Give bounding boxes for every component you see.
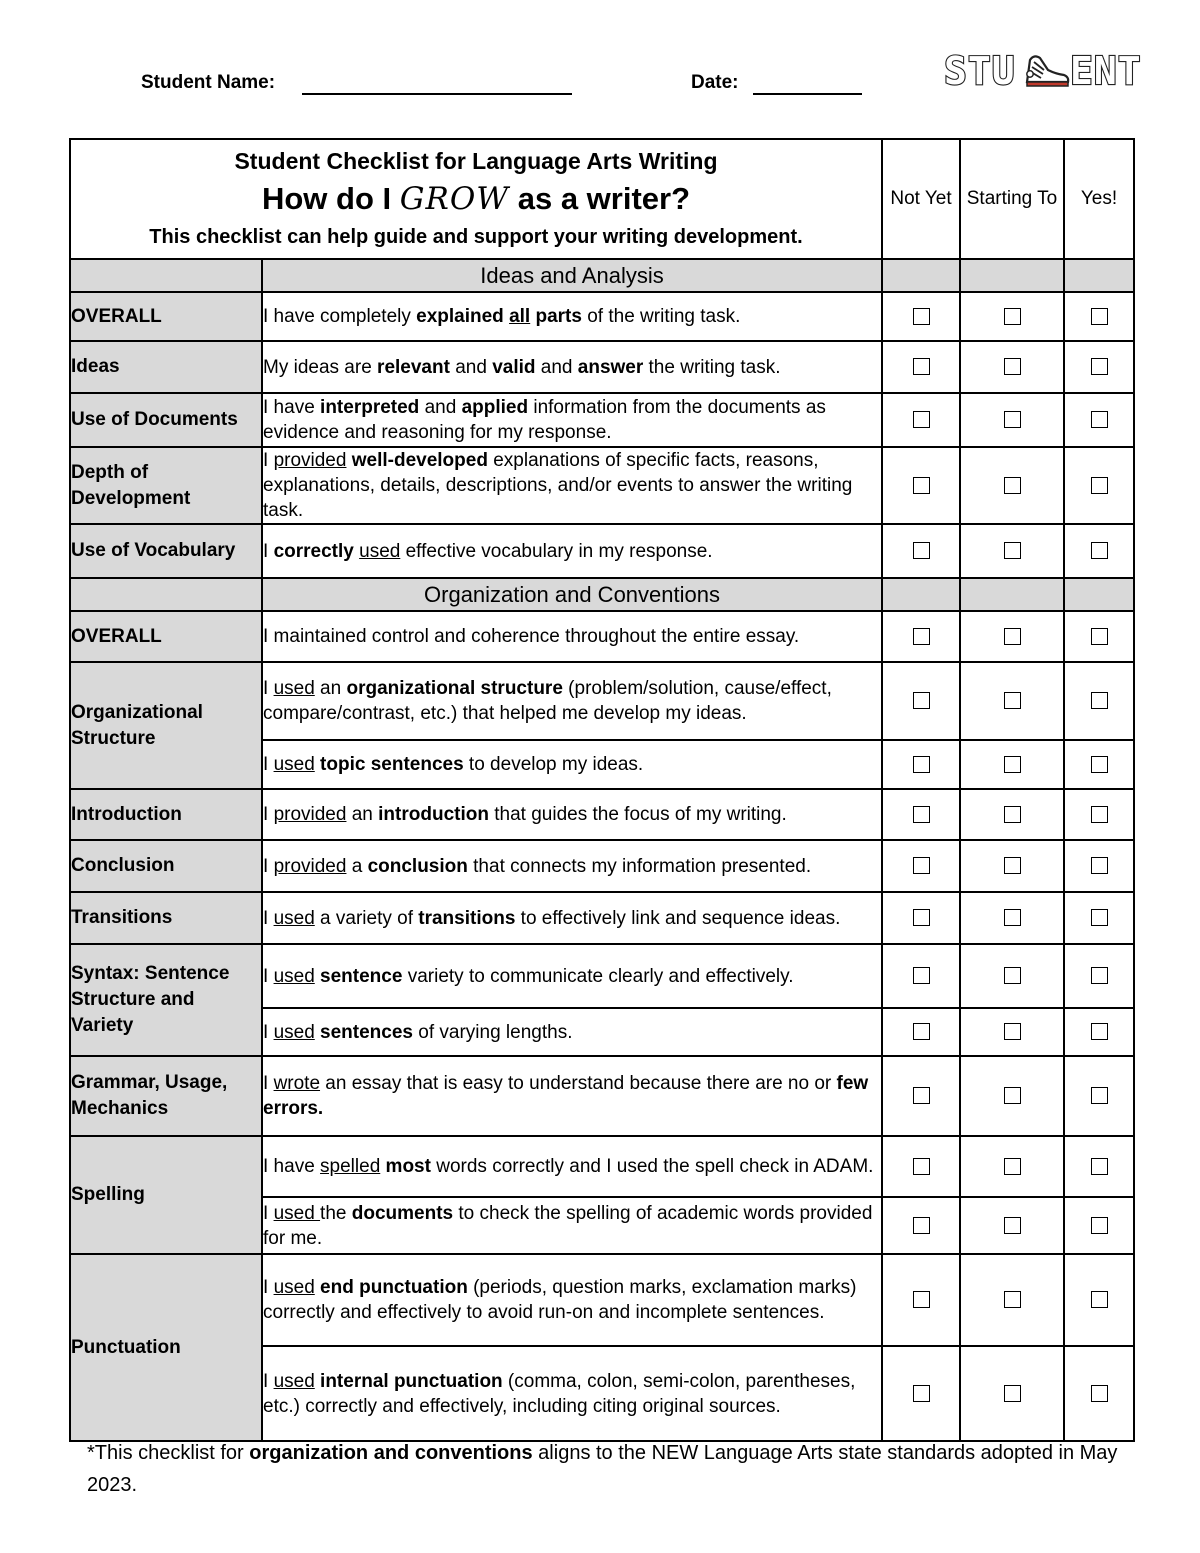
- criterion-label: Introduction: [70, 789, 262, 840]
- yes-cell: [1064, 892, 1134, 944]
- starting-to-checkbox[interactable]: [1004, 358, 1021, 375]
- starting-to-cell: [960, 1346, 1064, 1441]
- not-yet-checkbox[interactable]: [913, 1385, 930, 1402]
- criterion-label: Use of Vocabulary: [70, 524, 262, 578]
- starting-to-cell: [960, 1008, 1064, 1056]
- text-run: applied: [461, 397, 529, 418]
- headline-end: as a writer?: [509, 181, 691, 216]
- checklist-row: [70, 1254, 1134, 1346]
- not-yet-cell: [882, 840, 960, 892]
- section-title: Ideas and Analysis: [262, 259, 882, 292]
- writing-checklist-table: [69, 138, 1135, 1442]
- text-run: I have: [263, 397, 321, 418]
- yes-checkbox[interactable]: [1091, 628, 1108, 645]
- checklist-title: Student Checklist for Language Arts Writing: [234, 148, 718, 174]
- headline-start: How do I: [261, 181, 400, 216]
- not-yet-cell: [882, 292, 960, 341]
- criterion-label: Use of Documents: [70, 393, 262, 447]
- text-run: to effectively link and sequence ideas.: [515, 907, 841, 929]
- text-run: well-developed: [351, 450, 488, 471]
- not-yet-checkbox[interactable]: [913, 1023, 930, 1040]
- yes-cell: [1064, 944, 1134, 1008]
- starting-to-checkbox[interactable]: [1004, 857, 1021, 874]
- text-run: My ideas are: [263, 356, 378, 378]
- yes-cell: [1064, 1197, 1134, 1254]
- not-yet-checkbox[interactable]: [913, 358, 930, 375]
- criterion-description: [262, 840, 882, 892]
- section-blank-cell: [70, 259, 262, 292]
- criterion-description: [262, 393, 882, 447]
- starting-to-cell: [960, 524, 1064, 578]
- logo-text-left: STU: [944, 49, 1016, 92]
- not-yet-checkbox[interactable]: [913, 692, 930, 709]
- yes-checkbox[interactable]: [1091, 308, 1108, 325]
- text-run: I have: [263, 1156, 321, 1177]
- criterion-label: Grammar, Usage, Mechanics: [70, 1056, 262, 1136]
- not-yet-cell: [882, 524, 960, 578]
- text-run: used: [273, 965, 315, 987]
- criterion-label: Depth of Development: [70, 447, 262, 524]
- text-run: information from the documents as evidence and reasoning for my response.: [263, 397, 826, 443]
- checklist-title-block: [70, 139, 882, 259]
- criterion-description: [262, 892, 882, 944]
- text-run: the: [320, 1202, 352, 1224]
- section-blank-cell: [960, 259, 1064, 292]
- criterion-description: [262, 740, 882, 789]
- starting-to-checkbox[interactable]: [1004, 967, 1021, 984]
- title-row: [70, 139, 1134, 259]
- starting-to-checkbox[interactable]: [1004, 477, 1021, 494]
- text-run: provided: [273, 450, 347, 471]
- text-run: a variety of: [314, 907, 419, 929]
- not-yet-cell: [882, 944, 960, 1008]
- starting-to-cell: [960, 892, 1064, 944]
- student-name-label: Student Name:: [141, 72, 276, 93]
- text-run: of varying lengths.: [413, 1021, 573, 1043]
- text-run: I: [263, 678, 274, 699]
- yes-checkbox[interactable]: [1091, 967, 1108, 984]
- not-yet-checkbox[interactable]: [913, 806, 930, 823]
- not-yet-cell: [882, 1254, 960, 1346]
- not-yet-cell: [882, 892, 960, 944]
- yes-cell: [1064, 840, 1134, 892]
- student-name-field[interactable]: [302, 93, 572, 95]
- text-run: documents: [351, 1202, 454, 1224]
- section-blank-cell: [70, 578, 262, 611]
- not-yet-cell: [882, 341, 960, 393]
- criterion-label: Transitions: [70, 892, 262, 944]
- text-run: few errors.: [263, 1073, 869, 1119]
- not-yet-cell: [882, 740, 960, 789]
- not-yet-header: Not Yet: [882, 139, 960, 259]
- criterion-label: Punctuation: [70, 1254, 262, 1441]
- text-run: to check the spelling of academic words provided for me.: [263, 1202, 873, 1249]
- yes-checkbox[interactable]: [1091, 909, 1108, 926]
- checklist-row: [70, 1136, 1134, 1197]
- starting-to-checkbox[interactable]: [1004, 692, 1021, 709]
- starting-to-cell: [960, 1136, 1064, 1197]
- yes-checkbox[interactable]: [1091, 806, 1108, 823]
- text-run: organization and conventions: [249, 1442, 533, 1464]
- text-run: parts: [530, 306, 582, 327]
- yes-checkbox[interactable]: [1091, 1087, 1108, 1104]
- footnote: [87, 1437, 1127, 1501]
- starting-to-checkbox[interactable]: [1004, 308, 1021, 325]
- text-run: I: [263, 855, 274, 877]
- not-yet-checkbox[interactable]: [913, 1087, 930, 1104]
- text-run: explanations of specific facts, reasons, explanations, details, descriptions, and/or events to answer the writing task.: [263, 450, 853, 521]
- starting-to-cell: [960, 740, 1064, 789]
- text-run: I: [263, 965, 274, 987]
- criterion-description: [262, 789, 882, 840]
- criterion-description: [262, 341, 882, 393]
- starting-to-cell: [960, 341, 1064, 393]
- starting-to-cell: [960, 447, 1064, 524]
- text-run: explained: [416, 306, 504, 327]
- text-run: introduction: [378, 804, 489, 825]
- text-run: I: [263, 1021, 274, 1043]
- checklist-row: [70, 611, 1134, 662]
- yes-cell: [1064, 447, 1134, 524]
- section-blank-cell: [1064, 259, 1134, 292]
- yes-checkbox[interactable]: [1091, 1023, 1108, 1040]
- criterion-description: [262, 1056, 882, 1136]
- text-run: I: [263, 1370, 274, 1392]
- text-run: wrote: [273, 1073, 321, 1094]
- sneaker-icon: [1027, 56, 1068, 86]
- criterion-label: Conclusion: [70, 840, 262, 892]
- text-run: I maintained control and coherence throughout the entire essay.: [263, 626, 800, 647]
- checklist-row: [70, 393, 1134, 447]
- starting-to-checkbox[interactable]: [1004, 1158, 1021, 1175]
- criterion-description: [262, 662, 882, 740]
- yes-cell: [1064, 341, 1134, 393]
- not-yet-cell: [882, 789, 960, 840]
- not-yet-cell: [882, 611, 960, 662]
- text-run: I: [263, 907, 274, 929]
- starting-to-checkbox[interactable]: [1004, 1385, 1021, 1402]
- criterion-description: [262, 1197, 882, 1254]
- text-run: used: [273, 1202, 321, 1224]
- section-title: Organization and Conventions: [262, 578, 882, 611]
- not-yet-checkbox[interactable]: [913, 477, 930, 494]
- yes-cell: [1064, 740, 1134, 789]
- starting-to-cell: [960, 611, 1064, 662]
- text-run: sentence: [320, 965, 403, 987]
- starting-to-cell: [960, 1197, 1064, 1254]
- not-yet-checkbox[interactable]: [913, 1158, 930, 1175]
- text-run: valid: [492, 356, 536, 378]
- starting-to-cell: [960, 393, 1064, 447]
- starting-to-cell: [960, 662, 1064, 740]
- text-run: and: [419, 397, 462, 418]
- text-run: [509, 306, 530, 327]
- text-run: to develop my ideas.: [463, 754, 644, 775]
- yes-cell: [1064, 393, 1134, 447]
- text-run: conclusion: [367, 855, 468, 877]
- date-field[interactable]: [753, 93, 862, 95]
- not-yet-cell: [882, 1008, 960, 1056]
- text-run: used: [273, 907, 315, 929]
- text-run: sentences: [320, 1021, 413, 1043]
- checklist-row: [70, 662, 1134, 740]
- text-run: effective vocabulary in my response.: [400, 540, 713, 562]
- yes-header: Yes!: [1064, 139, 1134, 259]
- text-run: of the writing task.: [581, 306, 741, 327]
- starting-to-checkbox[interactable]: [1004, 1291, 1021, 1308]
- starting-to-checkbox[interactable]: [1004, 411, 1021, 428]
- text-run: that guides the focus of my writing.: [488, 804, 787, 825]
- criterion-description: [262, 1346, 882, 1441]
- yes-checkbox[interactable]: [1091, 1385, 1108, 1402]
- not-yet-cell: [882, 1056, 960, 1136]
- text-run: provided: [273, 855, 347, 877]
- checklist-row: [70, 341, 1134, 393]
- starting-to-checkbox[interactable]: [1004, 1023, 1021, 1040]
- criterion-description: [262, 292, 882, 341]
- section-blank-cell: [882, 578, 960, 611]
- not-yet-cell: [882, 447, 960, 524]
- checklist-row: [70, 292, 1134, 341]
- text-run: end punctuation: [320, 1277, 468, 1298]
- text-run: used: [359, 540, 401, 562]
- starting-to-checkbox[interactable]: [1004, 909, 1021, 926]
- text-run: I have completely: [263, 306, 417, 327]
- not-yet-checkbox[interactable]: [913, 1291, 930, 1308]
- yes-cell: [1064, 292, 1134, 341]
- text-run: (comma, colon, semi-colon, parentheses, etc.) correctly and effectively, including citing original sources.: [263, 1370, 856, 1417]
- section-header-row: [70, 578, 1134, 611]
- text-run: I: [263, 1202, 274, 1224]
- headline-grow: GROW: [399, 181, 510, 217]
- text-run: answer: [577, 356, 644, 378]
- checklist-row: [70, 944, 1134, 1008]
- not-yet-cell: [882, 1136, 960, 1197]
- text-run: I: [263, 804, 274, 825]
- checklist-headline: [71, 177, 881, 221]
- section-blank-cell: [1064, 578, 1134, 611]
- not-yet-checkbox[interactable]: [913, 308, 930, 325]
- checklist-row: [70, 1056, 1134, 1136]
- criterion-description: [262, 944, 882, 1008]
- text-run: used: [273, 754, 315, 775]
- text-run: and: [535, 356, 578, 378]
- section-header-row: [70, 259, 1134, 292]
- not-yet-checkbox[interactable]: [913, 1217, 930, 1234]
- text-run: used: [273, 1021, 315, 1043]
- yes-cell: [1064, 611, 1134, 662]
- text-run: *This checklist for: [87, 1442, 250, 1464]
- yes-cell: [1064, 662, 1134, 740]
- yes-checkbox[interactable]: [1091, 756, 1108, 773]
- starting-to-checkbox[interactable]: [1004, 806, 1021, 823]
- yes-cell: [1064, 1056, 1134, 1136]
- starting-to-checkbox[interactable]: [1004, 542, 1021, 559]
- text-run: variety to communicate clearly and effectively.: [402, 965, 794, 987]
- criterion-description: [262, 611, 882, 662]
- text-run: interpreted: [320, 397, 420, 418]
- not-yet-cell: [882, 662, 960, 740]
- text-run: the writing task.: [643, 356, 781, 378]
- starting-to-cell: [960, 292, 1064, 341]
- yes-cell: [1064, 1346, 1134, 1441]
- yes-checkbox[interactable]: [1091, 358, 1108, 375]
- text-run: used: [273, 1370, 315, 1392]
- checklist-subtitle: This checklist can help guide and support your writing development.: [149, 226, 803, 248]
- text-run: all: [509, 306, 531, 327]
- starting-to-checkbox[interactable]: [1004, 1087, 1021, 1104]
- starting-to-checkbox[interactable]: [1004, 756, 1021, 773]
- text-run: transitions: [418, 907, 516, 929]
- text-run: correctly: [273, 540, 354, 562]
- text-run: relevant: [377, 356, 450, 378]
- checklist-row: [70, 840, 1134, 892]
- text-run: I: [263, 754, 274, 775]
- text-run: internal punctuation: [320, 1370, 503, 1392]
- yes-checkbox[interactable]: [1091, 1158, 1108, 1175]
- text-run: spelled: [320, 1156, 381, 1177]
- text-run: aligns to the NEW Language Arts state standards adopted in May 2023.: [87, 1442, 1118, 1496]
- text-run: I: [263, 540, 274, 562]
- criterion-description: [262, 1136, 882, 1197]
- text-run: I: [263, 1277, 274, 1298]
- yes-checkbox[interactable]: [1091, 1291, 1108, 1308]
- not-yet-checkbox[interactable]: [913, 542, 930, 559]
- yes-cell: [1064, 524, 1134, 578]
- criterion-description: [262, 524, 882, 578]
- yes-checkbox[interactable]: [1091, 692, 1108, 709]
- criterion-description: [262, 1008, 882, 1056]
- date-label: Date:: [691, 72, 739, 93]
- not-yet-checkbox[interactable]: [913, 909, 930, 926]
- starting-to-checkbox[interactable]: [1004, 1217, 1021, 1234]
- yes-checkbox[interactable]: [1091, 411, 1108, 428]
- text-run: an: [346, 804, 379, 825]
- text-run: used: [273, 1277, 315, 1298]
- text-run: a: [346, 855, 368, 877]
- yes-checkbox[interactable]: [1091, 542, 1108, 559]
- text-run: an: [314, 678, 347, 699]
- section-blank-cell: [882, 259, 960, 292]
- not-yet-cell: [882, 393, 960, 447]
- text-run: (problem/solution, cause/effect, compare/contrast, etc.) that helped me develop my ideas.: [263, 678, 832, 724]
- criterion-label: OVERALL: [70, 611, 262, 662]
- yes-checkbox[interactable]: [1091, 1217, 1108, 1234]
- text-run: that connects my information presented.: [467, 855, 812, 877]
- text-run: I: [263, 450, 274, 471]
- starting-to-cell: [960, 1056, 1064, 1136]
- text-run: provided: [273, 804, 347, 825]
- starting-to-cell: [960, 1254, 1064, 1346]
- starting-to-cell: [960, 840, 1064, 892]
- criterion-label: OVERALL: [70, 292, 262, 341]
- text-run: (periods, question marks, exclamation marks) correctly and effectively to avoid run-on and incomplete sentences.: [263, 1277, 857, 1323]
- text-run: and: [449, 356, 493, 378]
- text-run: topic sentences: [320, 754, 464, 775]
- not-yet-checkbox[interactable]: [913, 411, 930, 428]
- text-run: an essay that is easy to understand because there are no or: [320, 1073, 837, 1094]
- text-run: used: [273, 678, 315, 699]
- starting-to-cell: [960, 944, 1064, 1008]
- criterion-label: Syntax: Sentence Structure and Variety: [70, 944, 262, 1056]
- checklist-row: [70, 524, 1134, 578]
- yes-cell: [1064, 1008, 1134, 1056]
- student-logo: [944, 48, 1154, 92]
- text-run: organizational structure: [346, 678, 563, 699]
- yes-cell: [1064, 789, 1134, 840]
- text-run: most: [385, 1156, 431, 1177]
- not-yet-cell: [882, 1346, 960, 1441]
- not-yet-checkbox[interactable]: [913, 628, 930, 645]
- text-run: words correctly and I used the spell check in ADAM.: [430, 1156, 874, 1177]
- not-yet-checkbox[interactable]: [913, 857, 930, 874]
- yes-cell: [1064, 1136, 1134, 1197]
- checklist-row: [70, 892, 1134, 944]
- section-blank-cell: [960, 578, 1064, 611]
- not-yet-cell: [882, 1197, 960, 1254]
- logo-text-right: ENT: [1070, 49, 1142, 92]
- yes-cell: [1064, 1254, 1134, 1346]
- criterion-description: [262, 447, 882, 524]
- criterion-label: Organizational Structure: [70, 662, 262, 789]
- not-yet-checkbox[interactable]: [913, 967, 930, 984]
- starting-to-cell: [960, 789, 1064, 840]
- not-yet-checkbox[interactable]: [913, 756, 930, 773]
- checklist-row: [70, 447, 1134, 524]
- yes-checkbox[interactable]: [1091, 857, 1108, 874]
- starting-to-checkbox[interactable]: [1004, 628, 1021, 645]
- criterion-label: Spelling: [70, 1136, 262, 1254]
- starting-to-header: Starting To: [960, 139, 1064, 259]
- checklist-row: [70, 789, 1134, 840]
- text-run: I: [263, 1073, 274, 1094]
- criterion-label: Ideas: [70, 341, 262, 393]
- yes-checkbox[interactable]: [1091, 477, 1108, 494]
- criterion-description: [262, 1254, 882, 1346]
